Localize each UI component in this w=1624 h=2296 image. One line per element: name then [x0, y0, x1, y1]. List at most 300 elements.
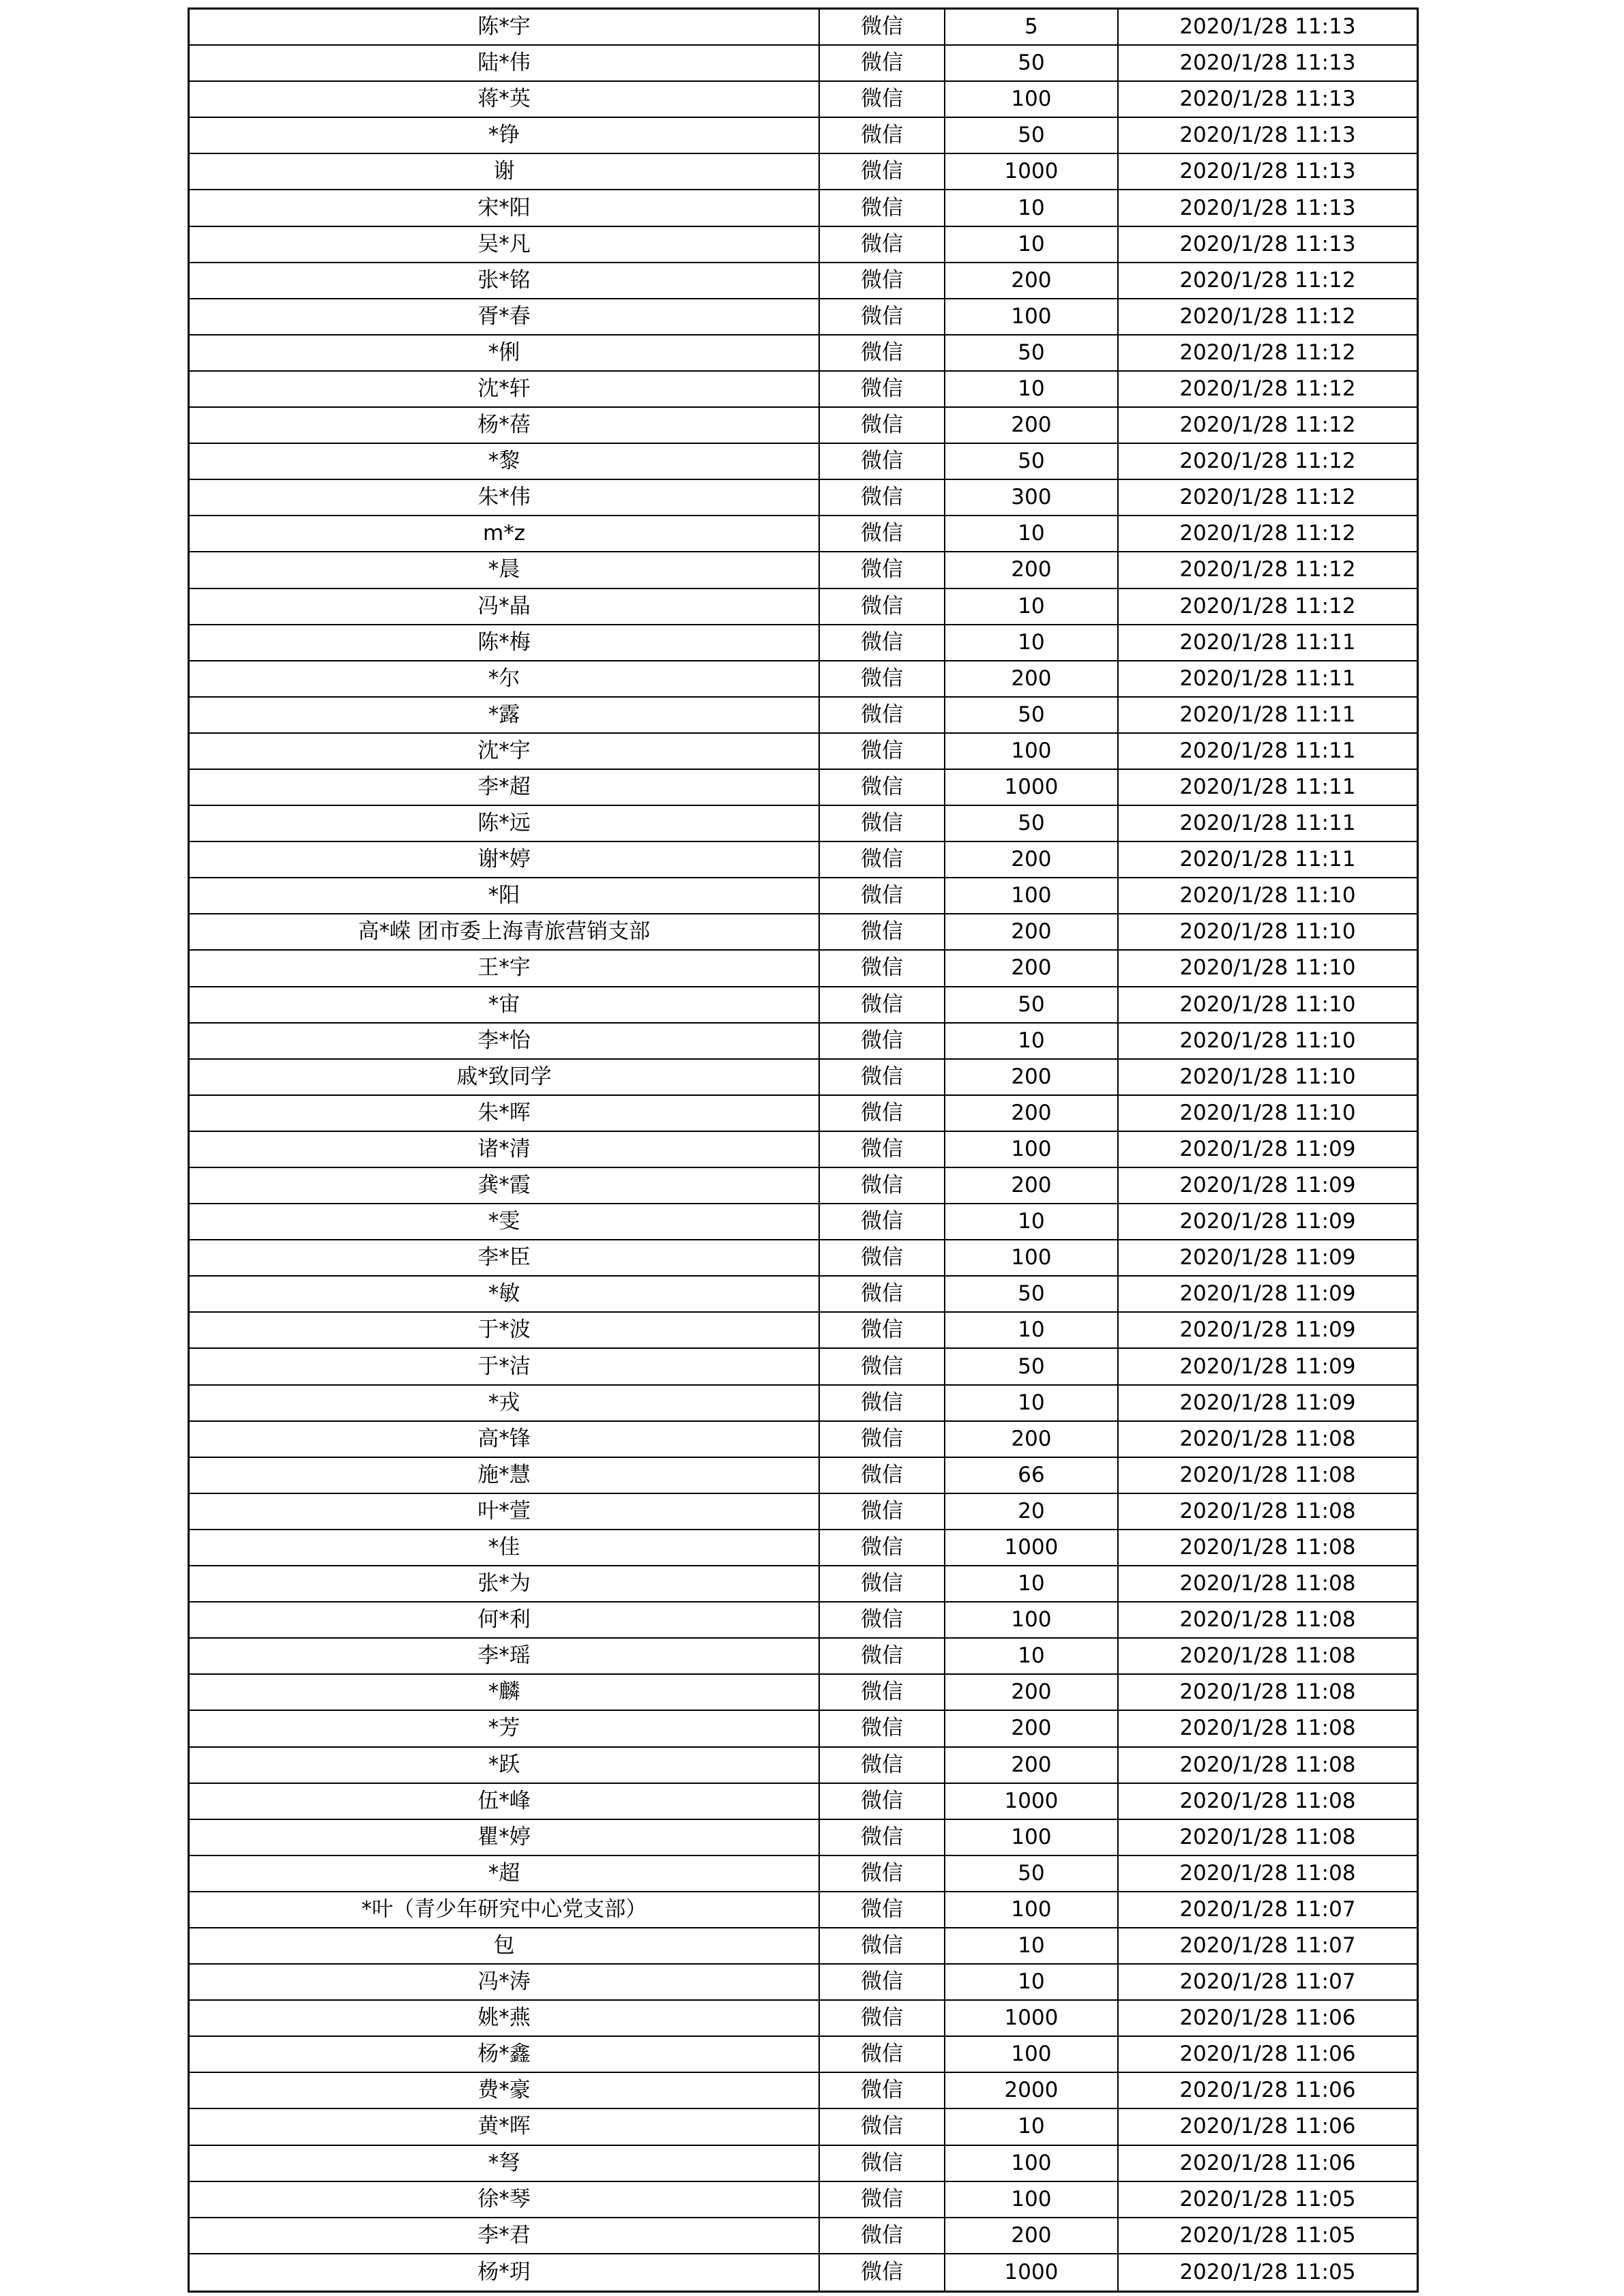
donor-name-cell: 施*慧 — [190, 1458, 820, 1493]
table-row — [190, 263, 1417, 299]
donor-name-cell: *戎 — [190, 1386, 820, 1420]
amount-cell: 100 — [945, 878, 1119, 913]
amount-cell: 1000 — [945, 1530, 1119, 1565]
payment-method-cell: 微信 — [820, 2218, 945, 2253]
donor-name-cell: 戚*致同学 — [190, 1060, 820, 1094]
timestamp-cell: 2020/1/28 11:06 — [1179, 2078, 1356, 2103]
donor-name-cell: 冯*晶 — [190, 589, 820, 624]
timestamp-cell: 2020/1/28 11:12 — [1179, 303, 1356, 329]
table-row — [190, 1024, 1417, 1060]
amount-cell: 10 — [945, 372, 1119, 406]
timestamp-cell: 2020/1/28 11:08 — [1179, 1824, 1356, 1849]
table-row — [190, 698, 1417, 734]
amount-cell: 200 — [945, 1675, 1119, 1710]
timestamp-cell: 2020/1/28 11:08 — [1179, 1607, 1356, 1632]
timestamp-cell: 2020/1/28 11:13 — [1179, 87, 1356, 112]
payment-method-cell: 微信 — [820, 408, 945, 443]
payment-method-cell: 微信 — [820, 1240, 945, 1275]
timestamp-cell: 2020/1/28 11:06 — [1179, 2042, 1356, 2067]
table-row — [190, 82, 1417, 118]
amount-cell: 200 — [945, 914, 1119, 949]
amount-cell: 100 — [945, 1602, 1119, 1637]
payment-method-cell: 微信 — [820, 2001, 945, 2036]
donor-name-cell: 叶*萱 — [190, 1494, 820, 1529]
amount-cell: 100 — [945, 2037, 1119, 2072]
timestamp-cell: 2020/1/28 11:11 — [1179, 666, 1356, 691]
timestamp-cell: 2020/1/28 11:11 — [1179, 811, 1356, 836]
payment-method-cell: 微信 — [820, 2182, 945, 2217]
payment-method-cell: 微信 — [820, 1820, 945, 1855]
donor-name-cell: 于*波 — [190, 1313, 820, 1347]
payment-method-cell: 微信 — [820, 480, 945, 515]
donor-name-cell: 蒋*英 — [190, 82, 820, 117]
timestamp-cell: 2020/1/28 11:09 — [1179, 1390, 1356, 1415]
payment-method-cell: 微信 — [820, 2037, 945, 2072]
donor-name-cell: *晨 — [190, 552, 820, 587]
table-row — [190, 1132, 1417, 1168]
donor-name-cell: 李*君 — [190, 2218, 820, 2253]
payment-method-cell: 微信 — [820, 2146, 945, 2181]
payment-method-cell: 微信 — [820, 2254, 945, 2291]
amount-cell: 50 — [945, 987, 1119, 1022]
donor-name-cell: 沈*宇 — [190, 734, 820, 769]
table-row — [190, 2146, 1417, 2182]
payment-method-cell: 微信 — [820, 625, 945, 660]
table-row — [190, 480, 1417, 516]
table-row — [190, 1168, 1417, 1204]
donor-name-cell: *跃 — [190, 1748, 820, 1783]
payment-method-cell: 微信 — [820, 1024, 945, 1058]
table-row — [190, 625, 1417, 661]
payment-method-cell: 微信 — [820, 516, 945, 551]
table-row — [190, 1602, 1417, 1639]
payment-method-cell: 微信 — [820, 1096, 945, 1131]
table-row — [190, 878, 1417, 914]
payment-method-cell: 微信 — [820, 1892, 945, 1927]
payment-method-cell: 微信 — [820, 842, 945, 877]
table-row — [190, 372, 1417, 408]
amount-cell: 100 — [945, 2182, 1119, 2217]
timestamp-cell: 2020/1/28 11:12 — [1179, 413, 1356, 438]
payment-method-cell: 微信 — [820, 552, 945, 587]
amount-cell: 5 — [945, 10, 1119, 44]
table-row — [190, 1096, 1417, 1132]
payment-method-cell: 微信 — [820, 10, 945, 44]
timestamp-cell: 2020/1/28 11:08 — [1179, 1788, 1356, 1813]
table-row — [190, 806, 1417, 842]
payment-method-cell: 微信 — [820, 118, 945, 153]
donor-name-cell: 张*铭 — [190, 263, 820, 298]
donor-name-cell: 高*嵘 团市委上海青旅营销支部 — [190, 914, 820, 949]
table-row — [190, 190, 1417, 226]
amount-cell: 100 — [945, 1892, 1119, 1927]
donor-name-cell: *尔 — [190, 661, 820, 696]
timestamp-cell: 2020/1/28 11:08 — [1179, 1426, 1356, 1451]
payment-method-cell: 微信 — [820, 770, 945, 805]
timestamp-cell: 2020/1/28 11:09 — [1179, 1245, 1356, 1270]
donor-name-cell: 杨*蓓 — [190, 408, 820, 443]
payment-method-cell: 微信 — [820, 1928, 945, 1963]
donor-name-cell: 徐*琴 — [190, 2182, 820, 2217]
payment-method-cell: 微信 — [820, 227, 945, 262]
amount-cell: 200 — [945, 1422, 1119, 1457]
payment-method-cell: 微信 — [820, 46, 945, 80]
payment-method-cell: 微信 — [820, 987, 945, 1022]
amount-cell: 200 — [945, 1748, 1119, 1783]
timestamp-cell: 2020/1/28 11:13 — [1179, 195, 1356, 220]
amount-cell: 200 — [945, 951, 1119, 985]
timestamp-cell: 2020/1/28 11:09 — [1179, 1317, 1356, 1343]
timestamp-cell: 2020/1/28 11:08 — [1179, 1498, 1356, 1523]
timestamp-cell: 2020/1/28 11:09 — [1179, 1173, 1356, 1198]
donor-name-cell: *雯 — [190, 1204, 820, 1239]
amount-cell: 10 — [945, 1928, 1119, 1963]
amount-cell: 10 — [945, 589, 1119, 624]
table-row — [190, 1422, 1417, 1458]
donor-name-cell: 陈*梅 — [190, 625, 820, 660]
amount-cell: 100 — [945, 1240, 1119, 1275]
amount-cell: 10 — [945, 2109, 1119, 2144]
amount-cell: 50 — [945, 1856, 1119, 1891]
timestamp-cell: 2020/1/28 11:08 — [1179, 1680, 1356, 1705]
amount-cell: 10 — [945, 227, 1119, 262]
amount-cell: 50 — [945, 336, 1119, 370]
amount-cell: 10 — [945, 190, 1119, 225]
timestamp-cell: 2020/1/28 11:05 — [1179, 2222, 1356, 2248]
payment-method-cell: 微信 — [820, 1458, 945, 1493]
timestamp-cell: 2020/1/28 11:08 — [1179, 1571, 1356, 1596]
timestamp-cell: 2020/1/28 11:11 — [1179, 847, 1356, 872]
table-row — [190, 1349, 1417, 1385]
timestamp-cell: 2020/1/28 11:10 — [1179, 955, 1356, 981]
payment-method-cell: 微信 — [820, 336, 945, 370]
table-row — [190, 444, 1417, 480]
donor-name-cell: *弩 — [190, 2146, 820, 2181]
table-row — [190, 770, 1417, 806]
amount-cell: 50 — [945, 1277, 1119, 1311]
payment-method-cell: 微信 — [820, 734, 945, 769]
donor-name-cell: 李*臣 — [190, 1240, 820, 1275]
timestamp-cell: 2020/1/28 11:11 — [1179, 775, 1356, 800]
amount-cell: 2000 — [945, 2073, 1119, 2108]
table-row — [190, 987, 1417, 1024]
amount-cell: 200 — [945, 1060, 1119, 1094]
timestamp-cell: 2020/1/28 11:12 — [1179, 267, 1356, 293]
timestamp-cell: 2020/1/28 11:13 — [1179, 159, 1356, 184]
table-row — [190, 951, 1417, 987]
donor-name-cell: 沈*轩 — [190, 372, 820, 406]
payment-method-cell: 微信 — [820, 1313, 945, 1347]
amount-cell: 1000 — [945, 770, 1119, 805]
amount-cell: 100 — [945, 734, 1119, 769]
donor-name-cell: 胥*春 — [190, 299, 820, 334]
table-row — [190, 154, 1417, 190]
timestamp-cell: 2020/1/28 11:08 — [1179, 1752, 1356, 1777]
payment-method-cell: 微信 — [820, 1277, 945, 1311]
timestamp-cell: 2020/1/28 11:07 — [1179, 1933, 1356, 1958]
timestamp-cell: 2020/1/28 11:06 — [1179, 2114, 1356, 2139]
donor-name-cell: 冯*涛 — [190, 1965, 820, 1999]
amount-cell: 50 — [945, 118, 1119, 153]
timestamp-cell: 2020/1/28 11:12 — [1179, 340, 1356, 365]
donor-name-cell: *黎 — [190, 444, 820, 479]
amount-cell: 10 — [945, 1313, 1119, 1347]
table-row — [190, 1494, 1417, 1530]
table-row — [190, 227, 1417, 263]
donor-name-cell: *俐 — [190, 336, 820, 370]
timestamp-cell: 2020/1/28 11:12 — [1179, 557, 1356, 582]
donor-name-cell: *芳 — [190, 1711, 820, 1746]
donor-name-cell: 李*怡 — [190, 1024, 820, 1058]
amount-cell: 50 — [945, 1349, 1119, 1384]
donor-name-cell: 陈*宇 — [190, 10, 820, 44]
payment-method-cell: 微信 — [820, 1566, 945, 1601]
amount-cell: 10 — [945, 1965, 1119, 1999]
donor-name-cell: 张*为 — [190, 1566, 820, 1601]
payment-method-cell: 微信 — [820, 1168, 945, 1203]
amount-cell: 10 — [945, 516, 1119, 551]
donor-name-cell: *宙 — [190, 987, 820, 1022]
table-row — [190, 1060, 1417, 1096]
donor-name-cell: 杨*玥 — [190, 2254, 820, 2291]
table-row — [190, 1313, 1417, 1349]
timestamp-cell: 2020/1/28 11:07 — [1179, 1896, 1356, 1922]
amount-cell: 20 — [945, 1494, 1119, 1529]
timestamp-cell: 2020/1/28 11:07 — [1179, 1969, 1356, 1995]
table-row — [190, 1530, 1417, 1566]
timestamp-cell: 2020/1/28 11:12 — [1179, 376, 1356, 401]
timestamp-cell: 2020/1/28 11:12 — [1179, 449, 1356, 474]
donor-name-cell: 姚*燕 — [190, 2001, 820, 2036]
donor-name-cell: *超 — [190, 1856, 820, 1891]
table-row — [190, 1748, 1417, 1784]
table-row — [190, 1240, 1417, 1277]
table-row — [190, 914, 1417, 951]
payment-method-cell: 微信 — [820, 299, 945, 334]
payment-method-cell: 微信 — [820, 82, 945, 117]
payment-method-cell: 微信 — [820, 263, 945, 298]
table-row — [190, 1204, 1417, 1240]
amount-cell: 200 — [945, 842, 1119, 877]
timestamp-cell: 2020/1/28 11:11 — [1179, 629, 1356, 655]
amount-cell: 200 — [945, 408, 1119, 443]
table-row — [190, 552, 1417, 588]
timestamp-cell: 2020/1/28 11:10 — [1179, 992, 1356, 1017]
table-row — [190, 2109, 1417, 2145]
payment-method-cell: 微信 — [820, 1602, 945, 1637]
payment-method-cell: 微信 — [820, 154, 945, 189]
donor-name-cell: 杨*鑫 — [190, 2037, 820, 2072]
donor-name-cell: 陈*远 — [190, 806, 820, 841]
donor-name-cell: 于*洁 — [190, 1349, 820, 1384]
amount-cell: 200 — [945, 2218, 1119, 2253]
donor-name-cell: *阳 — [190, 878, 820, 913]
amount-cell: 100 — [945, 299, 1119, 334]
timestamp-cell: 2020/1/28 11:11 — [1179, 702, 1356, 727]
amount-cell: 200 — [945, 263, 1119, 298]
timestamp-cell: 2020/1/28 11:12 — [1179, 521, 1356, 546]
timestamp-cell: 2020/1/28 11:06 — [1179, 2150, 1356, 2175]
payment-method-cell: 微信 — [820, 1748, 945, 1783]
payment-method-cell: 微信 — [820, 1422, 945, 1457]
timestamp-cell: 2020/1/28 11:13 — [1179, 50, 1356, 76]
table-row — [190, 2037, 1417, 2073]
table-row — [190, 734, 1417, 770]
amount-cell: 10 — [945, 1024, 1119, 1058]
timestamp-cell: 2020/1/28 11:08 — [1179, 1716, 1356, 1741]
amount-cell: 100 — [945, 1132, 1119, 1167]
table-row — [190, 2073, 1417, 2109]
amount-cell: 200 — [945, 1168, 1119, 1203]
table-row — [190, 118, 1417, 154]
donor-name-cell: 伍*峰 — [190, 1784, 820, 1819]
amount-cell: 50 — [945, 46, 1119, 80]
table-row — [190, 1928, 1417, 1965]
table-row — [190, 1784, 1417, 1820]
donor-name-cell: 谢*婷 — [190, 842, 820, 877]
amount-cell: 100 — [945, 2146, 1119, 2181]
timestamp-cell: 2020/1/28 11:10 — [1179, 1028, 1356, 1053]
amount-cell: 10 — [945, 1566, 1119, 1601]
timestamp-cell: 2020/1/28 11:06 — [1179, 2006, 1356, 2031]
timestamp-cell: 2020/1/28 11:05 — [1179, 2259, 1356, 2284]
payment-method-cell: 微信 — [820, 1965, 945, 1999]
table-row — [190, 46, 1417, 82]
table-row — [190, 2218, 1417, 2254]
payment-method-cell: 微信 — [820, 951, 945, 985]
payment-method-cell: 微信 — [820, 372, 945, 406]
donor-name-cell: 朱*晖 — [190, 1096, 820, 1131]
timestamp-cell: 2020/1/28 11:10 — [1179, 883, 1356, 908]
timestamp-cell: 2020/1/28 11:08 — [1179, 1643, 1356, 1669]
amount-cell: 10 — [945, 1639, 1119, 1673]
amount-cell: 66 — [945, 1458, 1119, 1493]
table-row — [190, 408, 1417, 444]
donor-name-cell: *敏 — [190, 1277, 820, 1311]
payment-method-cell: 微信 — [820, 1204, 945, 1239]
amount-cell: 100 — [945, 1820, 1119, 1855]
payment-method-cell: 微信 — [820, 1494, 945, 1529]
payment-method-cell: 微信 — [820, 1711, 945, 1746]
table-row — [190, 1277, 1417, 1313]
payment-method-cell: 微信 — [820, 2109, 945, 2144]
amount-cell: 200 — [945, 1711, 1119, 1746]
amount-cell: 10 — [945, 1204, 1119, 1239]
table-row — [190, 2254, 1417, 2291]
amount-cell: 1000 — [945, 2001, 1119, 2036]
timestamp-cell: 2020/1/28 11:05 — [1179, 2186, 1356, 2211]
donor-name-cell: m*z — [190, 516, 820, 551]
payment-method-cell: 微信 — [820, 444, 945, 479]
timestamp-cell: 2020/1/28 11:10 — [1179, 919, 1356, 944]
amount-cell: 200 — [945, 552, 1119, 587]
table-row — [190, 1675, 1417, 1711]
payment-method-cell: 微信 — [820, 878, 945, 913]
donor-name-cell: 龚*霞 — [190, 1168, 820, 1203]
donor-name-cell: 何*利 — [190, 1602, 820, 1637]
table-row — [190, 1566, 1417, 1602]
table-row — [190, 516, 1417, 552]
table-row — [190, 1711, 1417, 1747]
amount-cell: 50 — [945, 806, 1119, 841]
timestamp-cell: 2020/1/28 11:11 — [1179, 738, 1356, 763]
payment-method-cell: 微信 — [820, 1639, 945, 1673]
donor-name-cell: *露 — [190, 698, 820, 732]
amount-cell: 200 — [945, 1096, 1119, 1131]
payment-method-cell: 微信 — [820, 1784, 945, 1819]
amount-cell: 1000 — [945, 154, 1119, 189]
amount-cell: 1000 — [945, 1784, 1119, 1819]
amount-cell: 100 — [945, 82, 1119, 117]
table-row — [190, 661, 1417, 698]
amount-cell: 50 — [945, 698, 1119, 732]
donation-table — [188, 8, 1419, 2293]
amount-cell: 1000 — [945, 2254, 1119, 2291]
table-row — [190, 299, 1417, 336]
table-row — [190, 2001, 1417, 2037]
donor-name-cell: *佳 — [190, 1530, 820, 1565]
donor-name-cell: 黄*晖 — [190, 2109, 820, 2144]
timestamp-cell: 2020/1/28 11:08 — [1179, 1534, 1356, 1560]
payment-method-cell: 微信 — [820, 1386, 945, 1420]
donor-name-cell: 陆*伟 — [190, 46, 820, 80]
donor-name-cell: 诸*清 — [190, 1132, 820, 1167]
donor-name-cell: 高*锋 — [190, 1422, 820, 1457]
table-row — [190, 1856, 1417, 1892]
payment-method-cell: 微信 — [820, 1675, 945, 1710]
payment-method-cell: 微信 — [820, 190, 945, 225]
table-row — [190, 589, 1417, 625]
payment-method-cell: 微信 — [820, 1349, 945, 1384]
donor-name-cell: 朱*伟 — [190, 480, 820, 515]
timestamp-cell: 2020/1/28 11:09 — [1179, 1209, 1356, 1234]
payment-method-cell: 微信 — [820, 698, 945, 732]
table-row — [190, 1820, 1417, 1856]
timestamp-cell: 2020/1/28 11:08 — [1179, 1462, 1356, 1487]
payment-method-cell: 微信 — [820, 2073, 945, 2108]
amount-cell: 50 — [945, 444, 1119, 479]
table-row — [190, 1892, 1417, 1928]
donor-name-cell: 李*超 — [190, 770, 820, 805]
timestamp-cell: 2020/1/28 11:10 — [1179, 1064, 1356, 1089]
amount-cell: 300 — [945, 480, 1119, 515]
donor-name-cell: 瞿*婷 — [190, 1820, 820, 1855]
timestamp-cell: 2020/1/28 11:09 — [1179, 1281, 1356, 1307]
table-row — [190, 1386, 1417, 1422]
payment-method-cell: 微信 — [820, 661, 945, 696]
donor-name-cell: *叶（青少年研究中心党支部） — [190, 1892, 820, 1927]
donor-name-cell: 包 — [190, 1928, 820, 1963]
payment-method-cell: 微信 — [820, 1060, 945, 1094]
amount-cell: 10 — [945, 625, 1119, 660]
timestamp-cell: 2020/1/28 11:12 — [1179, 593, 1356, 618]
payment-method-cell: 微信 — [820, 589, 945, 624]
table-row — [190, 842, 1417, 878]
table-row — [190, 10, 1417, 46]
timestamp-cell: 2020/1/28 11:13 — [1179, 14, 1356, 40]
amount-cell: 200 — [945, 661, 1119, 696]
payment-method-cell: 微信 — [820, 914, 945, 949]
timestamp-cell: 2020/1/28 11:08 — [1179, 1860, 1356, 1885]
timestamp-cell: 2020/1/28 11:09 — [1179, 1136, 1356, 1161]
timestamp-cell: 2020/1/28 11:13 — [1179, 231, 1356, 256]
table-row — [190, 1965, 1417, 2001]
payment-method-cell: 微信 — [820, 1856, 945, 1891]
timestamp-cell: 2020/1/28 11:09 — [1179, 1354, 1356, 1379]
donor-name-cell: *麟 — [190, 1675, 820, 1710]
table-row — [190, 1458, 1417, 1494]
timestamp-cell: 2020/1/28 11:10 — [1179, 1100, 1356, 1125]
